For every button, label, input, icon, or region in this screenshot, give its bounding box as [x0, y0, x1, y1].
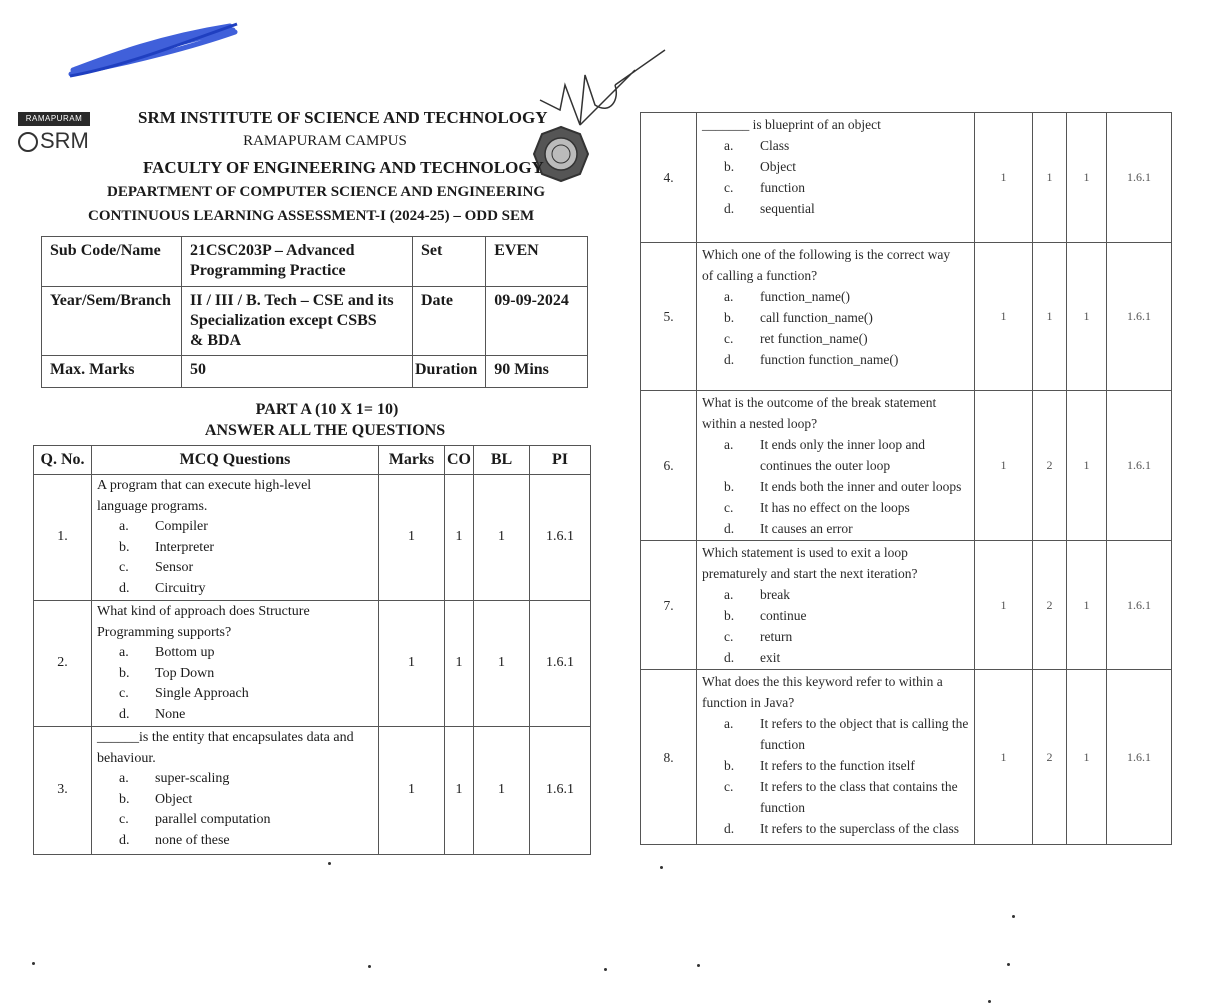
option-text: Top Down	[155, 665, 215, 681]
sub-code-value: 21CSC203P – Advanced Programming Practice	[182, 237, 413, 287]
col-pi: PI	[530, 446, 591, 475]
option-letter: d.	[119, 580, 130, 596]
question-row	[641, 670, 1172, 845]
question-number: 2.	[34, 601, 92, 727]
set-label: Set	[413, 237, 486, 287]
option-item	[702, 177, 969, 198]
question-pi: 1.6.1	[1107, 391, 1172, 541]
max-marks-label: Max. Marks	[42, 356, 182, 388]
option-letter: c.	[119, 812, 129, 827]
option-text: break	[760, 587, 790, 602]
option-letter: d.	[724, 352, 735, 367]
question-text: What kind of approach does Structure	[97, 604, 310, 619]
option-item	[97, 790, 373, 811]
option-item	[702, 818, 969, 839]
option-letter: c.	[119, 560, 129, 575]
max-marks-value: 50	[182, 356, 413, 388]
option-item	[702, 476, 969, 497]
question-co: 2	[1033, 541, 1067, 670]
question-text-cell	[92, 601, 379, 727]
option-text: It ends both the inner and outer loops	[760, 479, 962, 494]
option-text: Object	[760, 159, 796, 174]
exam-info-table	[41, 236, 588, 388]
mcq-table-left	[33, 445, 591, 855]
question-text-cell	[697, 670, 975, 845]
srm-logo	[18, 112, 96, 164]
sun-emblem-icon	[18, 132, 38, 152]
logo-text: SRM	[40, 128, 89, 153]
question-number: 8.	[641, 670, 697, 845]
question-bl: 1	[1067, 541, 1107, 670]
option-text: sequential	[760, 201, 815, 216]
scan-speck	[1007, 963, 1010, 966]
option-item	[702, 328, 969, 349]
question-pi: 1.6.1	[1107, 113, 1172, 243]
option-letter: b.	[724, 608, 735, 623]
option-letter: b.	[724, 310, 735, 325]
option-letter: c.	[724, 500, 734, 515]
question-text: Programming supports?	[97, 624, 232, 640]
option-letter: d.	[724, 201, 735, 216]
scan-speck	[604, 968, 607, 971]
option-text: It ends only the inner loop and continues the outer loop	[760, 437, 925, 473]
option-list	[702, 584, 969, 668]
question-row	[641, 391, 1172, 541]
question-text: _______ is blueprint of an object	[702, 117, 881, 132]
question-co: 2	[1033, 670, 1067, 845]
option-letter: a.	[724, 138, 734, 153]
scan-speck	[328, 862, 331, 865]
question-text: behaviour.	[97, 750, 156, 766]
option-letter: b.	[119, 791, 130, 807]
option-letter: a.	[119, 519, 129, 534]
option-item	[702, 605, 969, 626]
question-row	[34, 727, 591, 855]
question-text: within a nested loop?	[702, 416, 818, 431]
option-text: super-scaling	[155, 771, 230, 786]
question-pi: 1.6.1	[1107, 243, 1172, 391]
question-row	[641, 113, 1172, 243]
option-text: It refers to the object that is calling the function	[760, 716, 969, 752]
option-text: It has no effect on the loops	[760, 500, 910, 515]
option-letter: a.	[724, 289, 734, 304]
option-letter: b.	[119, 539, 130, 555]
option-item	[702, 626, 969, 647]
question-text-cell	[92, 475, 379, 601]
option-item	[702, 518, 969, 539]
option-text: function_name()	[760, 289, 850, 304]
scan-speck	[1012, 915, 1015, 918]
option-list	[97, 643, 373, 725]
date-label: Date	[413, 287, 486, 356]
question-row	[34, 601, 591, 727]
mcq-table-right	[640, 112, 1172, 845]
option-item	[702, 647, 969, 668]
option-item	[97, 831, 373, 852]
option-item	[97, 558, 373, 579]
duration-value: 90 Mins	[486, 356, 588, 388]
option-text: exit	[760, 650, 781, 665]
option-text: call function_name()	[760, 310, 873, 325]
col-qno: Q. No.	[34, 446, 92, 475]
option-text: parallel computation	[155, 812, 271, 827]
option-letter: c.	[724, 331, 734, 346]
date-value: 09-09-2024	[486, 287, 588, 356]
question-marks: 1	[975, 670, 1033, 845]
option-item	[702, 434, 969, 476]
option-text: It causes an error	[760, 521, 853, 536]
question-co: 1	[445, 727, 474, 855]
question-bl: 1	[1067, 243, 1107, 391]
option-item	[97, 643, 373, 664]
scan-speck	[697, 964, 700, 967]
question-number: 1.	[34, 475, 92, 601]
option-letter: a.	[724, 437, 734, 452]
question-bl: 1	[1067, 391, 1107, 541]
question-pi: 1.6.1	[530, 475, 591, 601]
year-label: Year/Sem/Branch	[42, 287, 182, 356]
option-item	[97, 517, 373, 538]
option-letter: c.	[724, 629, 734, 644]
option-letter: a.	[724, 716, 734, 731]
option-item	[702, 286, 969, 307]
question-number: 6.	[641, 391, 697, 541]
faculty-name: FACULTY OF ENGINEERING AND TECHNOLOGY	[143, 158, 544, 177]
question-bl: 1	[474, 727, 530, 855]
question-co: 2	[1033, 391, 1067, 541]
option-item	[702, 307, 969, 328]
question-text: of calling a function?	[702, 268, 818, 283]
question-bl: 1	[1067, 113, 1107, 243]
question-text-cell	[697, 243, 975, 391]
part-title: PART A (10 X 1= 10)	[255, 401, 399, 418]
sub-code-label: Sub Code/Name	[42, 237, 182, 287]
question-marks: 1	[975, 243, 1033, 391]
question-marks: 1	[379, 601, 445, 727]
logo-campus-box: RAMAPURAM	[18, 112, 90, 126]
option-letter: d.	[724, 521, 735, 536]
question-text: A program that can execute high-level	[97, 478, 312, 493]
question-text-cell	[697, 113, 975, 243]
col-co: CO	[445, 446, 474, 475]
option-letter: d.	[724, 821, 735, 836]
option-letter: c.	[119, 686, 129, 701]
option-text: Class	[760, 138, 790, 153]
option-item	[97, 579, 373, 600]
option-list	[97, 769, 373, 851]
question-number: 4.	[641, 113, 697, 243]
option-letter: b.	[724, 758, 735, 773]
option-item	[702, 135, 969, 156]
option-item	[97, 538, 373, 559]
question-row	[34, 475, 591, 601]
option-text: None	[155, 706, 186, 722]
question-text: ______is the entity that encapsulates data and	[97, 730, 354, 745]
option-letter: b.	[724, 479, 735, 494]
option-letter: c.	[724, 180, 734, 195]
option-letter: a.	[119, 771, 129, 786]
question-co: 1	[445, 475, 474, 601]
question-bl: 1	[1067, 670, 1107, 845]
question-marks: 1	[975, 391, 1033, 541]
question-text: What is the outcome of the break statement	[702, 395, 937, 410]
question-marks: 1	[379, 475, 445, 601]
option-letter: b.	[119, 665, 130, 681]
question-text: What does the this keyword refer to within a	[702, 674, 943, 689]
year-value: II / III / B. Tech – CSE and its Specialization except CSBS & BDA	[182, 287, 413, 356]
option-item	[702, 755, 969, 776]
col-bl: BL	[474, 446, 530, 475]
question-bl: 1	[474, 475, 530, 601]
option-text: ret function_name()	[760, 331, 868, 346]
option-letter: d.	[119, 832, 130, 848]
question-text: language programs.	[97, 498, 208, 514]
question-co: 1	[1033, 243, 1067, 391]
question-pi: 1.6.1	[1107, 670, 1172, 845]
question-number: 5.	[641, 243, 697, 391]
option-text: Interpreter	[155, 539, 215, 555]
set-value: EVEN	[486, 237, 588, 287]
option-item	[97, 705, 373, 726]
option-letter: d.	[724, 650, 735, 665]
option-list	[702, 713, 969, 839]
option-item	[702, 584, 969, 605]
question-row	[641, 541, 1172, 670]
question-marks: 1	[975, 113, 1033, 243]
option-text: Bottom up	[155, 645, 215, 660]
question-co: 1	[1033, 113, 1067, 243]
scan-speck	[660, 866, 663, 869]
question-text-cell	[697, 541, 975, 670]
question-pi: 1.6.1	[530, 727, 591, 855]
scan-speck	[368, 965, 371, 968]
question-text: function in Java?	[702, 695, 795, 710]
institute-name: SRM INSTITUTE OF SCIENCE AND TECHNOLOGY	[138, 108, 548, 127]
option-item	[97, 664, 373, 685]
option-letter: c.	[724, 779, 734, 794]
question-pi: 1.6.1	[530, 601, 591, 727]
question-text: prematurely and start the next iteration?	[702, 566, 918, 581]
option-letter: b.	[724, 159, 735, 174]
option-item	[702, 497, 969, 518]
scan-speck	[32, 962, 35, 965]
assessment-title: CONTINUOUS LEARNING ASSESSMENT-I (2024-25) – ODD SEM	[88, 208, 535, 224]
question-text: Which statement is used to exit a loop	[702, 545, 908, 560]
option-text: Compiler	[155, 519, 208, 534]
option-list	[702, 135, 969, 219]
question-text: Which one of the following is the correct way	[702, 247, 951, 262]
option-text: Object	[155, 791, 193, 807]
option-text: function	[760, 180, 805, 195]
option-item	[97, 810, 373, 831]
option-text: return	[760, 629, 793, 644]
question-number: 7.	[641, 541, 697, 670]
question-marks: 1	[975, 541, 1033, 670]
option-text: It refers to the class that contains the function	[760, 779, 958, 815]
question-pi: 1.6.1	[1107, 541, 1172, 670]
option-text: It refers to the function itself	[760, 758, 915, 773]
option-text: none of these	[155, 832, 230, 848]
question-bl: 1	[474, 601, 530, 727]
option-item	[702, 198, 969, 219]
question-text-cell	[697, 391, 975, 541]
campus-name: RAMAPURAM CAMPUS	[243, 133, 407, 149]
option-text: continue	[760, 608, 807, 623]
question-number: 3.	[34, 727, 92, 855]
option-item	[702, 776, 969, 818]
department-name: DEPARTMENT OF COMPUTER SCIENCE AND ENGINEERING	[107, 184, 545, 200]
question-row	[641, 243, 1172, 391]
option-text: function function_name()	[760, 352, 899, 367]
question-marks: 1	[379, 727, 445, 855]
option-item	[702, 713, 969, 755]
option-item	[702, 349, 969, 370]
question-co: 1	[445, 601, 474, 727]
option-text: Sensor	[155, 560, 194, 575]
option-item	[97, 769, 373, 790]
option-list	[702, 286, 969, 370]
option-letter: a.	[119, 645, 129, 660]
blue-pen-scribble	[65, 18, 240, 80]
option-text: Single Approach	[155, 686, 249, 701]
part-subtitle: ANSWER ALL THE QUESTIONS	[204, 422, 446, 439]
option-text: Circuitry	[155, 580, 206, 596]
option-text: It refers to the superclass of the class	[760, 821, 960, 836]
duration-label: Duration	[413, 356, 486, 388]
option-item	[702, 156, 969, 177]
col-question: MCQ Questions	[92, 446, 379, 475]
option-item	[97, 684, 373, 705]
option-letter: a.	[724, 587, 734, 602]
col-marks: Marks	[379, 446, 445, 475]
option-list	[702, 434, 969, 539]
option-letter: d.	[119, 706, 130, 722]
option-list	[97, 517, 373, 599]
question-text-cell	[92, 727, 379, 855]
scan-speck	[988, 1000, 991, 1003]
